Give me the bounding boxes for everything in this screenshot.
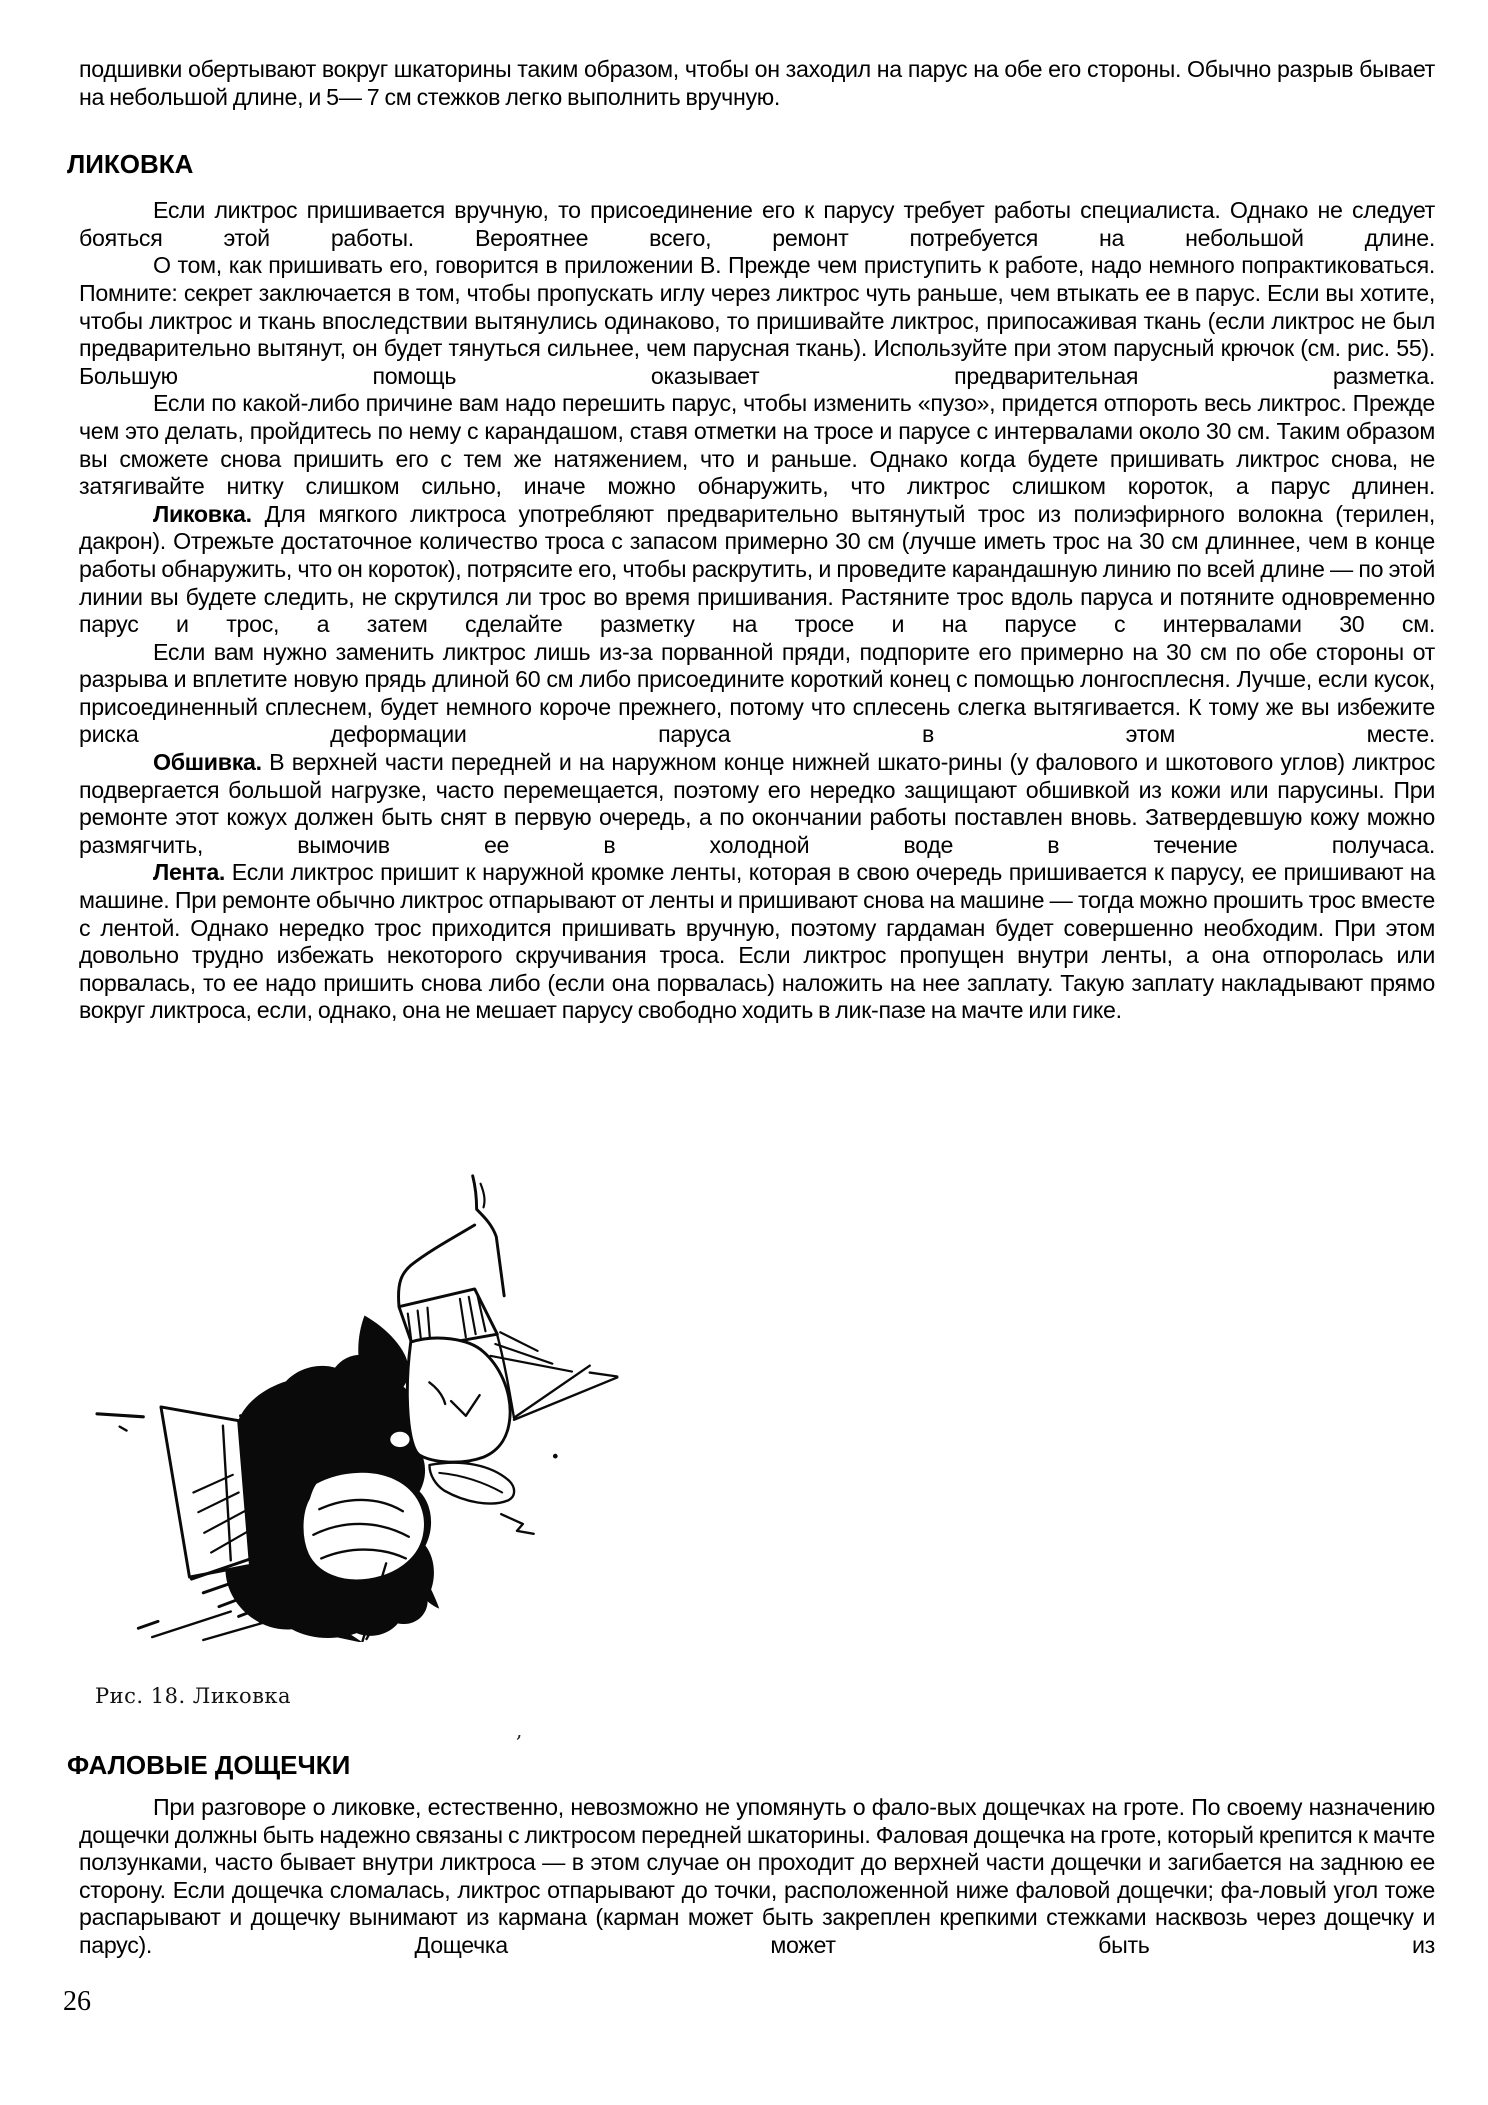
paragraph-text: Если ликтрос пришит к наружной кромке ленты, которая в свою очередь пришивается к парусу, ее пришивают на машине. При ремонте обычно ликтрос отпарывают от ленты и пришивают снова на машине — тогда можно прошить трос вместе с лентой. Однако нередко трос приходится пришивать вручную, поэтому гардаман будет совершенно необходим. При этом довольно трудно избежать некоторого скручивания троса. Если ликтрос пропущен внутри ленты, а она отпоролась или порвалась, то ее надо пришить снова либо (если она порвалась) наложить на нее заплату. Такую заплату накладывают прямо вокруг ликтроса, если, однако, она не мешает парусу свободно ходить в лик-пазе на мачте или гике. [79,859,1435,1024]
section-heading-likovka: ЛИКОВКА [67,149,194,180]
paragraph-text: Если ликтрос пришивается вручную, то присоединение его к парусу требует работы специалиста. Однако не следует бояться этой работы. Вероятнее всего, ремонт потребуется на небольшой длине. [79,197,1435,251]
scan-artifact-mark: , [516,1718,523,1742]
body-paragraph [79,639,1435,749]
body-paragraph [79,859,1435,1025]
paragraph-text: При разговоре о ликовке, естественно, невозможно не упомянуть о фало-вых дощечках на гроте. По своему назначению дощечки должны быть надежно связаны с ликтросом передней шкаторины. Фаловая дощечка на гроте, который крепится к мачте ползунками, часто бывает внутри ликтроса — в этом случае он проходит до верхней части дощечки и загибается на заднюю ее сторону. Если дощечка сломалась, ликтрос отпарывают до точки, расположенной ниже фаловой дощечки; фа-ловый угол тоже распарывают и дощечку вынимают из кармана (карман может быть закреплен крепкими стежками насквозь через дощечку и парус). Дощечка может быть из [79,1794,1435,1958]
paragraph-text: Для мягкого ликтроса употребляют предварительно вытянутый трос из полиэфирного волокна (терилен, дакрон). Отрежьте достаточное количество троса с запасом примерно 30 см (лучше иметь трос на 30 см длиннее, чем в конце работы обнаружить, что он короток), потрясите его, чтобы раскрутить, и проведите карандашную линию по всей длине — по этой линии вы будете следить, не скрутился ли трос во время пришивания. Растяните трос вдоль паруса и потяните одновременно парус и трос, а затем сделайте разметку на тросе и на парусе с интервалами 30 см. [79,500,1435,638]
paragraph-text: В верхней части передней и на наружном конце нижней шкато-рины (у фалового и шкотового углов) ликтрос подвергается большой нагрузке, часто перемещается, поэтому его нередко защищают обшивкой из кожи или парусины. При ремонте этот кожух должен быть снят в первую очередь, а по окончании работы поставлен вновь. Затвердевшую кожу можно размягчить, вымочив ее в холодной воде в течение получаса. [79,749,1435,858]
paragraph-lead: Ликовка. [153,500,252,527]
paragraph-lead: Лента. [153,859,226,886]
paragraph-text: О том, как пришивать его, говорится в приложении В. Прежде чем приступить к работе, надо немного попрактиковаться. Помните: секрет заключается в том, чтобы пропускать иглу через ликтрос чуть раньше, чем втыкать ее в парус. Если вы хотите, чтобы ликтрос и ткань впоследствии вытянулись одинаково, то пришивайте ликтрос, припосаживая ткань (если ликтрос не был предварительно вытянут, он будет тянуться сильнее, чем парусная ткань). Используйте при этом парусный крючок (см. рис. 55). Большую помощь оказывает предварительная разметка. [79,252,1435,389]
body-paragraph [79,390,1435,500]
body-paragraph [79,501,1435,639]
body-paragraph [79,1794,1435,1960]
section-heading-faltboards: ФАЛОВЫЕ ДОЩЕЧКИ [67,1750,351,1780]
hand-roping-illustration [83,1168,649,1642]
body-paragraph [79,749,1435,859]
paragraph-text: Если по какой-либо причине вам надо перешить парус, чтобы изменить «пузо», придется отпороть весь ликтрос. Прежде чем это делать, пройдитесь по нему с карандашом, ставя отметки на тросе и парусе с интервалами около 30 см. Таким образом вы сможете снова пришить его с тем же натяжением, что и раньше. Однако когда будете пришивать ликтрос снова, не затягивайте нитку слишком сильно, иначе можно обнаружить, что ликтрос слишком короток, а парус длинен. [79,390,1435,500]
figure-and-last-section [67,1158,1435,1960]
paragraph-lead: Обшивка. [153,749,262,776]
continuation-paragraph: подшивки обертывают вокруг шкаторины таким образом, чтобы он заходил на парус на обе его стороны. Обычно разрыв бывает на небольшой длине, и 5— 7 см стежков легко выполнить вручную. [79,56,1435,110]
body-paragraph [79,197,1435,252]
lower-hand [302,1471,425,1581]
page-number: 26 [63,1986,91,2017]
figure-caption: Рис. 18. Ликовка [95,1684,292,1708]
body-paragraph [79,252,1435,390]
paragraph-text: Если вам нужно заменить ликтрос лишь из-за порванной пряди, подпорите его примерно на 30 см по обе стороны от разрыва и вплетите новую прядь длиной 60 см либо присоедините короткий конец с помощью лонгосплесня. Лучше, если кусок, присоединенный сплеснем, будет немного короче прежнего, потому что сплесень слегка вытягивается. К тому же вы избежите риска деформации паруса в этом месте. [79,638,1435,748]
